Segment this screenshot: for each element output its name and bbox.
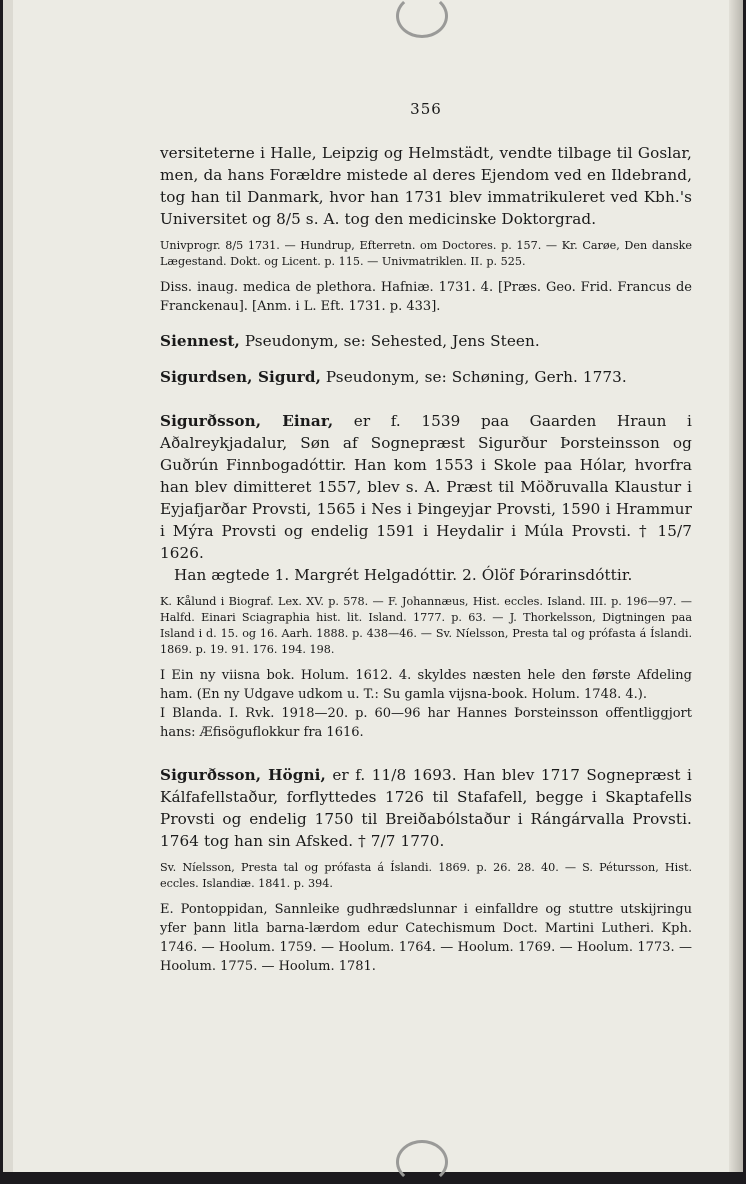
entry-text: er f. 11/8 1693. Han blev 1717 Sognepræst i Kálfafellstaður, forflyttedes 1726 til Stafafell, begge i Skaptafells Provsti og endelig 1750 til Breiðabólstaður i Rángárvalla Provsti. 1764 tog han sin Afsked. † 7/7 1770. [160, 766, 692, 850]
entry-einar [160, 410, 692, 564]
entry-references: K. Kålund i Biograf. Lex. XV. p. 578. — F. Johannæus, Hist. eccles. Island. III. p. 196—97. — Halfd. Einari Sciagraphia hist. lit. Island. 1777. p. 63. — J. Thorkelsson, Digtningen paa Island i d. 15. og 16. Aarh. 1888. p. 438—46. — Sv. Níelsson, Presta tal og prófasta á Íslandi. 1869. p. 19. 91. 176. 194. 198. [160, 595, 692, 656]
entry-headword: Sigurðsson, Högni, [160, 766, 326, 784]
page-number: 356 [410, 100, 442, 118]
entry-siennest [160, 330, 692, 352]
entry-headword: Siennest, [160, 332, 240, 350]
page-edge [729, 0, 743, 1172]
entry-works: E. Pontoppidan, Sannleike gudhrædslunnar i einfalldre og stuttre utskijringu yfer þann litla barna-lærdom edur Catechismum Doct. Martini Lutheri. Kph. 1746. — Hoolum. 1759. — Hoolum. 1764. — Hoolum. 1769. — Hoolum. 1773. — Hoolum. 1775. — Hoolum. 1781. [160, 902, 692, 974]
entry-continuation: versiteterne i Halle, Leipzig og Helmstädt, vendte tilbage til Goslar, men, da hans Forældre mistede al deres Ejendom ved en Ildebrand, tog han til Danmark, hvor han 1731 blev immatrikuleret ved Kbh.'s Universitet og 8/5 s. A. tog den medicinske Doktorgrad. [160, 144, 692, 228]
entry-references: Univprogr. 8/5 1731. — Hundrup, Efterretn. om Doctores. p. 157. — Kr. Carøe, Den danske Lægestand. Dokt. og Licent. p. 115. — Univmatriklen. II. p. 525. [160, 239, 692, 268]
entry-works: I Blanda. I. Rvk. 1918—20. p. 60—96 har Hannes Þorsteinsson offentliggjort hans: Æfisöguflokkur fra 1616. [160, 706, 692, 740]
entry-sigurdsen [160, 366, 692, 388]
page-text [160, 100, 692, 976]
entry-text: er f. 1539 paa Gaarden Hraun i Aðalreykjadalur, Søn af Sognepræst Sigurður Þorsteinsson og Guðrún Finnbogadóttir. Han kom 1553 i Skole paa Hólar, hvorfra han blev dimitteret 1557, blev s. A. Præst til Möðruvalla Klaustur i Eyjafjarðar Provsti, 1565 i Nes i Þingeyjar Provsti, 1590 i Hrammur i Mýra Provsti og endelig 1591 i Heydalir i Múla Provsti. † 15/7 1626. [160, 412, 692, 562]
binding-clip-bottom [396, 1140, 448, 1184]
entry-text: Pseudonym, se: Sehested, Jens Steen. [239, 332, 540, 350]
entry-references: Sv. Níelsson, Presta tal og prófasta á Íslandi. 1869. p. 26. 28. 40. — S. Pétursson, Hist. eccles. Islandiæ. 1841. p. 394. [160, 861, 692, 890]
entry-headword: Sigurðsson, Einar, [160, 412, 334, 430]
entry-headword: Sigurdsen, Sigurd, [160, 368, 321, 386]
entry-hogni [160, 764, 692, 852]
entry-marriage: Han ægtede 1. Margrét Helgadóttir. 2. Ólöf Þórarinsdóttir. [174, 566, 633, 584]
entry-text: Pseudonym, se: Schøning, Gerh. 1773. [320, 368, 627, 386]
entry-works: I Ein ny viisna bok. Holum. 1612. 4. skyldes næsten hele den første Afdeling ham. (En ny Udgave udkom u. T.: Su gamla vijsna-book. Holum. 1748. 4.). [160, 668, 692, 702]
binding-clip-top [396, 0, 448, 38]
entry-works: Diss. inaug. medica de plethora. Hafniæ. 1731. 4. [Præs. Geo. Frid. Francus de Franckenau]. [Anm. i L. Eft. 1731. p. 433]. [160, 280, 692, 314]
